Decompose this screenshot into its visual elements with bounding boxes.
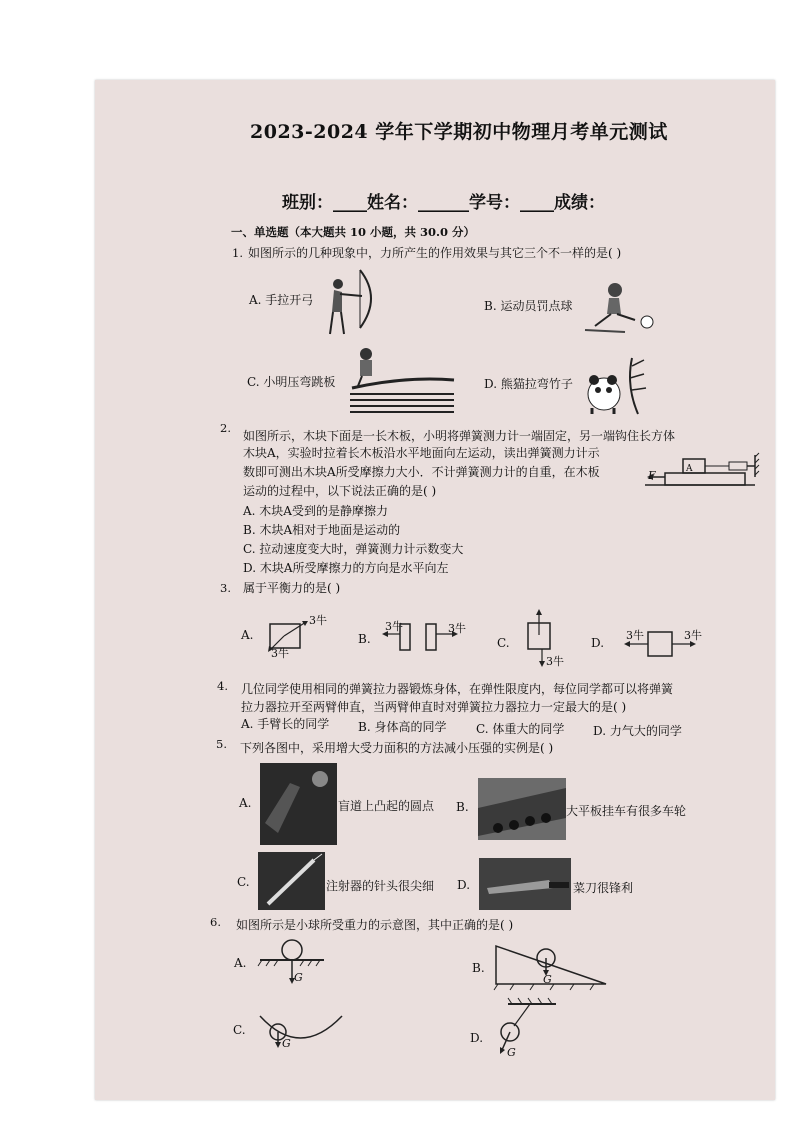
q6-option-d: D. — [470, 1031, 484, 1045]
friction-experiment-figure — [645, 453, 760, 498]
q3-option-d: D. — [591, 636, 605, 650]
q2-option-c: C. 拉动速度变大时，弹簧测力计示数变大 — [243, 542, 464, 556]
q2-option-a: A. 木块A受到的是静摩擦力 — [243, 504, 388, 518]
q3-d-label-right: 3牛 — [684, 629, 702, 642]
q4-option-d: D. 力气大的同学 — [593, 724, 682, 738]
q6-figure-c — [256, 1012, 346, 1052]
q6-b-g-label: G — [543, 973, 552, 986]
q4-stem-line2: 拉力器拉开至两臂伸直，当两臂伸直时对弹簧拉力器拉力一定最大的是( ) — [241, 700, 627, 714]
q2-stem-line2: 木块A，实验时拉着长木板沿水平地面向左运动，读出弹簧测力计示 — [243, 446, 600, 460]
q5-option-c: C. — [237, 875, 250, 889]
section-title: 一、单选题（本大题共 10 小题，共 30.0 分） — [231, 225, 476, 239]
q3-option-a: A. — [241, 628, 254, 642]
q4-option-c: C. 体重大的同学 — [476, 722, 565, 736]
q4-option-a: A. 手臂长的同学 — [241, 717, 330, 731]
q1-option-b: B. 运动员罚点球 — [484, 299, 573, 313]
q5-caption-d: 菜刀很锋利 — [573, 881, 634, 895]
football-kick-illustration — [585, 280, 660, 335]
q5-option-d: D. — [457, 878, 471, 892]
q1-stem: 如图所示的几种现象中，力所产生的作用效果与其它三个不一样的是( ) — [248, 246, 622, 260]
q6-figure-b — [494, 938, 610, 990]
student-info-line: 班别：____姓名：______学号：____成绩： — [282, 193, 605, 213]
syringe-photo — [258, 852, 325, 910]
q3-number: 3. — [220, 581, 231, 595]
kitchen-knife-photo — [479, 858, 571, 910]
q3-option-c: C. — [497, 636, 510, 650]
q6-c-g-label: G — [282, 1037, 291, 1050]
q4-stem-line1: 几位同学使用相同的弹簧拉力器锻炼身体，在弹性限度内，每位同学都可以将弹簧 — [241, 682, 674, 696]
trailer-photo — [478, 778, 566, 840]
q1-number: 1. — [232, 246, 243, 260]
q2-stem-line3: 数即可测出木块A所受摩擦力大小．不计弹簧测力计的自重，在木板 — [243, 465, 600, 479]
q5-option-a: A. — [239, 796, 252, 810]
q2-option-d: D. 木块A所受摩擦力的方向是水平向左 — [243, 561, 449, 575]
q3-d-label-left: 3牛 — [626, 629, 644, 642]
q5-option-b: B. — [456, 800, 469, 814]
q3-b-label-right: 3牛 — [448, 622, 466, 635]
diving-board-illustration — [346, 346, 456, 416]
q6-a-g-label: G — [294, 971, 303, 984]
q6-stem: 如图所示是小球所受重力的示意图，其中正确的是( ) — [236, 918, 514, 932]
q2-stem-line1: 如图所示，木块下面是一长木板，小明将弹簧测力计一端固定，另一端钩住长方体 — [243, 429, 676, 443]
q2-option-b: B. 木块A相对于地面是运动的 — [243, 523, 401, 537]
exam-title: 2023-2024 学年下学期初中物理月考单元测试 — [250, 121, 668, 143]
q6-option-b: B. — [472, 961, 485, 975]
q5-number: 5. — [216, 737, 227, 751]
q1-option-d: D. 熊猫拉弯竹子 — [484, 377, 573, 391]
q3-option-b: B. — [358, 632, 371, 646]
q4-number: 4. — [217, 679, 228, 693]
q6-number: 6. — [210, 915, 221, 929]
panda-bamboo-illustration — [582, 356, 650, 416]
q2-force-label: F — [648, 469, 656, 482]
q1-option-c: C. 小明压弯跳板 — [247, 375, 336, 389]
q5-caption-c: 注射器的针头很尖细 — [326, 879, 435, 893]
q3-stem: 属于平衡力的是( ) — [243, 581, 341, 595]
q2-stem-line4: 运动的过程中，以下说法正确的是( ) — [243, 484, 437, 498]
tactile-paving-photo — [260, 763, 337, 845]
q3-c-label: 3牛 — [546, 655, 564, 668]
q5-caption-a: 盲道上凸起的圆点 — [338, 799, 435, 813]
q2-number: 2. — [220, 421, 231, 435]
q4-option-b: B. 身体高的同学 — [358, 720, 447, 734]
q2-block-label: A — [686, 464, 693, 474]
q6-option-c: C. — [233, 1023, 246, 1037]
q6-d-g-label: G — [507, 1046, 516, 1059]
q5-stem: 下列各图中，采用增大受力面积的方法减小压强的实例是( ) — [240, 741, 554, 755]
q3-b-label-left: 3牛 — [385, 620, 403, 633]
q6-figure-d — [490, 998, 560, 1060]
q3-a-label-bottom: 3牛 — [271, 647, 289, 660]
archer-illustration — [320, 268, 380, 338]
q1-option-a: A. 手拉开弓 — [249, 293, 314, 307]
q5-caption-b: 大平板挂车有很多车轮 — [566, 804, 687, 818]
q6-option-a: A. — [234, 956, 247, 970]
q3-a-label-top: 3牛 — [309, 614, 327, 627]
q6-figure-a — [258, 938, 328, 988]
